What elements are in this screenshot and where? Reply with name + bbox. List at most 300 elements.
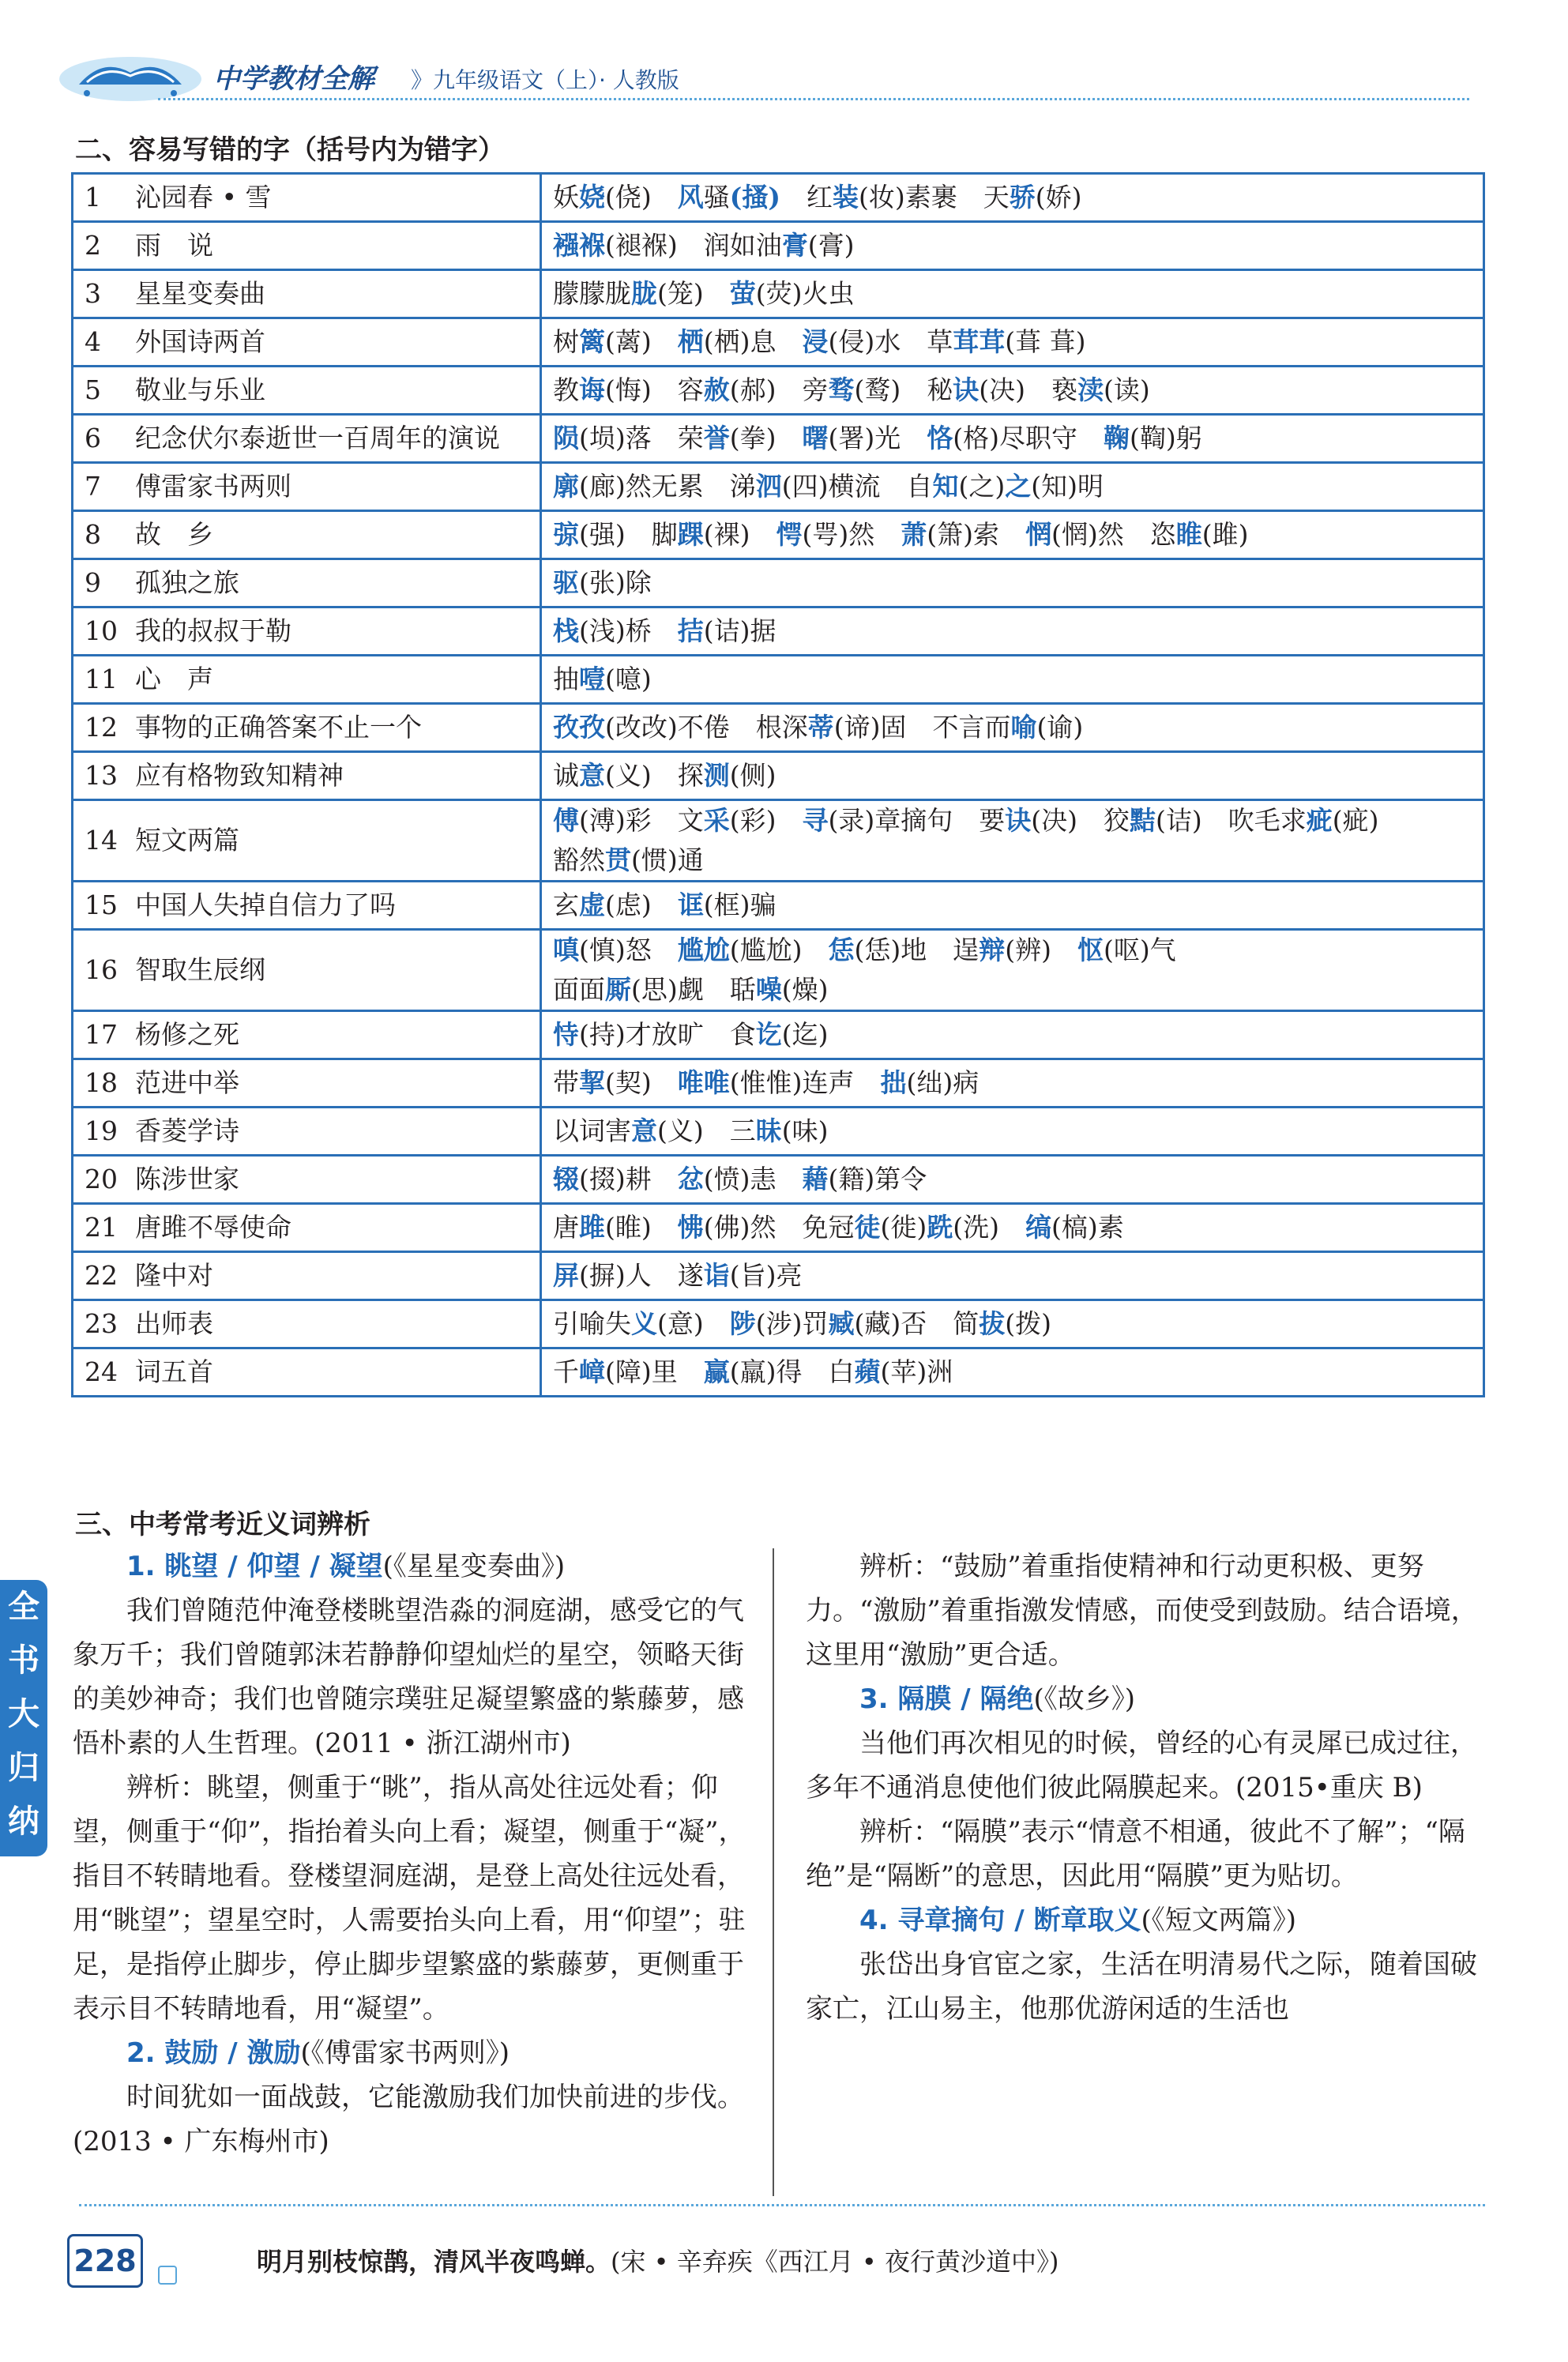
correct-character: 疵 — [1306, 805, 1333, 836]
table-row — [73, 367, 1484, 415]
characters-cell — [541, 511, 1484, 559]
lesson-number: 8 — [85, 519, 101, 550]
lesson-cell — [73, 463, 541, 511]
lesson-title: 星星变奏曲 — [135, 278, 265, 309]
characters-line — [553, 1301, 1472, 1347]
side-tab-char: 书 — [8, 1642, 39, 1679]
correct-character: 诓 — [677, 890, 704, 920]
character-text: (箫)索 — [927, 519, 1025, 550]
correct-character: 采 — [703, 805, 730, 836]
character-text: (燥) — [781, 974, 829, 1005]
lesson-title: 应有格物致知精神 — [135, 760, 344, 791]
characters-line — [553, 175, 1472, 220]
character-text: (悔) 容 — [605, 374, 704, 405]
lesson-number: 5 — [85, 374, 101, 405]
lesson-title: 范进中举 — [135, 1067, 239, 1098]
characters-line — [553, 1108, 1472, 1154]
correct-character: 膏 — [781, 230, 808, 261]
correct-character: 赦 — [703, 374, 730, 405]
character-text: (强) 脚 — [579, 519, 678, 550]
character-text: 红 — [780, 182, 833, 213]
character-text: (睢) — [605, 1212, 678, 1243]
characters-cell — [541, 559, 1484, 607]
characters-line — [553, 705, 1472, 750]
character-text: (藏)否 简 — [854, 1308, 980, 1339]
character-text: (籍)第令 — [828, 1164, 927, 1194]
character-text: (拨) — [1005, 1308, 1051, 1339]
character-text: (尴尬) — [729, 935, 829, 965]
column-divider — [773, 1548, 774, 2196]
correct-character: 虚 — [579, 890, 605, 920]
lesson-title: 故 乡 — [135, 519, 213, 550]
lesson-number: 13 — [85, 760, 118, 791]
characters-line — [553, 608, 1472, 654]
character-text: 面面 — [553, 974, 605, 1005]
footer-quote — [257, 2242, 1058, 2278]
correct-character: 怫 — [677, 1212, 704, 1243]
character-text: (佛)然 免冠 — [703, 1212, 855, 1243]
correct-character: 鞠 — [1104, 423, 1130, 453]
item-2-heading: 2. 鼓励 / 激励(《傅雷家书两则》) — [126, 2037, 510, 2069]
characters-cell — [541, 367, 1484, 415]
correct-character: 黠 — [1130, 805, 1156, 836]
correct-character: 噎 — [579, 664, 605, 694]
character-text: (决) 狡 — [1031, 805, 1130, 836]
lesson-cell — [73, 607, 541, 656]
character-text: (谛)固 不言而 — [833, 712, 1011, 743]
characters-line — [553, 1253, 1472, 1299]
table-row — [73, 1156, 1484, 1204]
characters-line — [553, 753, 1472, 799]
characters-cell — [541, 222, 1484, 270]
correct-character: 恪 — [927, 423, 953, 453]
item-2-example: 时间犹如一面战鼓，它能激励我们加快前进的步伐。(2013 • 广东梅州市) — [73, 2082, 744, 2157]
character-text: (裸) — [703, 519, 776, 550]
character-text: (侧) — [729, 760, 776, 791]
correct-character: 陨 — [553, 423, 579, 453]
header-divider — [158, 98, 1469, 100]
table-row — [73, 656, 1484, 704]
character-text: (葺 葺) — [1005, 326, 1086, 357]
lesson-title: 隆中对 — [135, 1260, 213, 1291]
lesson-cell — [73, 318, 541, 367]
side-tab-char: 归 — [8, 1750, 39, 1786]
correct-character: 赢 — [703, 1356, 730, 1387]
table-row — [73, 463, 1484, 511]
correct-character: 意 — [631, 1115, 657, 1146]
character-text: (持)才放旷 食 — [579, 1019, 756, 1050]
correct-character: 风 — [651, 182, 704, 213]
correct-character: 驱 — [553, 567, 579, 598]
item-3-heading: 3. 隔膜 / 隔绝(《故乡》) — [859, 1683, 1136, 1715]
correct-character: 弶 — [553, 519, 579, 550]
character-text: 豁然 — [553, 844, 605, 875]
correct-character: 骛 — [828, 374, 855, 405]
lesson-cell — [73, 415, 541, 463]
characters-line — [553, 271, 1472, 317]
characters-line — [553, 1205, 1472, 1251]
correct-character: 挈 — [579, 1067, 605, 1098]
character-text: (味) — [781, 1115, 829, 1146]
lesson-cell — [73, 222, 541, 270]
lesson-number: 14 — [85, 825, 118, 856]
lesson-cell — [73, 656, 541, 704]
characters-cell — [541, 656, 1484, 704]
correct-character: 测 — [703, 760, 730, 791]
characters-line — [553, 931, 1472, 970]
characters-line — [553, 656, 1472, 702]
correct-character: 装 — [832, 182, 859, 213]
correct-character: 茸茸 — [953, 326, 1006, 357]
left-column — [73, 1544, 760, 2164]
table-row — [73, 800, 1484, 882]
correct-character: 昧 — [755, 1115, 782, 1146]
correct-character: 嶂 — [579, 1356, 605, 1387]
lesson-title: 词五首 — [135, 1356, 213, 1387]
correct-character: 噪 — [755, 974, 782, 1005]
table-row — [73, 882, 1484, 930]
correct-character: 雎 — [579, 1212, 605, 1243]
correct-character: 拔 — [979, 1308, 1006, 1339]
characters-line — [553, 801, 1472, 841]
lesson-title: 香菱学诗 — [135, 1115, 239, 1146]
item-4-example: 张岱出身官宦之家，生活在明清易代之际，随着国破家亡，江山易主，他那优游闲适的生活也 — [806, 1949, 1477, 2025]
characters-cell — [541, 930, 1484, 1011]
table-row — [73, 752, 1484, 800]
lesson-number: 3 — [85, 278, 101, 309]
character-text: (侵)水 草 — [828, 326, 953, 357]
character-text: (格)尽职守 — [953, 423, 1104, 453]
character-text: (徙) — [880, 1212, 927, 1243]
characters-line — [553, 512, 1472, 558]
character-text: (绌)病 — [906, 1067, 980, 1098]
lesson-cell — [73, 174, 541, 222]
lesson-number: 12 — [85, 712, 118, 743]
correct-character: 缟 — [1025, 1212, 1051, 1243]
lesson-cell — [73, 270, 541, 318]
correct-character: 之 — [1005, 471, 1032, 502]
item-1-analysis: 辨析：眺望，侧重于“眺”，指从高处往远处看；仰望，侧重于“仰”，指抬着头向上看；凝望，侧重于“凝”，指目不转睛地看。登楼望洞庭湖，是登上高处往远处看，用“眺望”；望星空时，人需要抬头向上看，用“仰望”；驻足，是指停止脚步，停止脚步望繁盛的紫藤萝，更侧重于表示目不转睛地看，用“凝望”。 — [73, 1772, 746, 2025]
characters-cell — [541, 1059, 1484, 1108]
characters-cell — [541, 1011, 1484, 1059]
correct-character: 知 — [932, 471, 959, 502]
lesson-title: 短文两篇 — [135, 825, 239, 856]
character-text: (槁)素 — [1051, 1212, 1124, 1243]
correct-character: 恁 — [828, 935, 855, 965]
characters-cell — [541, 415, 1484, 463]
characters-line — [553, 319, 1472, 365]
table-row — [73, 318, 1484, 367]
right-column — [806, 1544, 1493, 2031]
table-row — [73, 559, 1484, 607]
character-text: (咢)然 — [802, 519, 901, 550]
character-text: 带 — [553, 1067, 579, 1098]
correct-character: 义 — [631, 1308, 657, 1339]
lesson-number: 15 — [85, 890, 118, 920]
page-header — [0, 0, 1568, 118]
correct-character: 嗔 — [553, 935, 579, 965]
characters-cell — [541, 1108, 1484, 1156]
character-text: (迄) — [781, 1019, 829, 1050]
item-4-heading: 4. 寻章摘句 / 断章取义(《短文两篇》) — [859, 1905, 1297, 1936]
character-text: (诘) 吹毛求 — [1156, 805, 1307, 836]
lesson-cell — [73, 1252, 541, 1300]
table-row — [73, 1011, 1484, 1059]
lesson-cell — [73, 367, 541, 415]
table-row — [73, 1059, 1484, 1108]
correct-character: 诲 — [579, 374, 605, 405]
character-text: (之) — [958, 471, 1006, 502]
character-text: (荧)火虫 — [755, 278, 855, 309]
section-2-title: 二、容易写错的字（括号内为错字） — [75, 134, 505, 166]
correct-character: 辩 — [979, 935, 1006, 965]
characters-cell — [541, 270, 1484, 318]
lesson-title: 雨 说 — [135, 230, 213, 261]
character-text: (知)明 — [1031, 471, 1104, 502]
lesson-title: 心 声 — [135, 664, 213, 694]
lesson-number: 21 — [85, 1212, 118, 1243]
lesson-title: 中国人失掉自信力了吗 — [135, 890, 396, 920]
quote-source: (宋 • 辛弃疾《西江月 • 夜行黄沙道中》) — [611, 2247, 1059, 2277]
character-text: (诘)据 — [703, 615, 776, 646]
lesson-number: 7 — [85, 471, 101, 502]
correct-character: 篱 — [579, 326, 605, 357]
character-text: 树 — [553, 326, 579, 357]
lesson-title: 孤独之旅 — [135, 567, 239, 598]
correct-character: 愕 — [776, 519, 803, 550]
correct-character: 渎 — [1077, 374, 1104, 405]
character-text: (栖)息 — [703, 326, 803, 357]
lesson-number: 16 — [85, 954, 118, 985]
item-3-example: 当他们再次相见的时候，曾经的心有灵犀已成过往，多年不通消息使他们彼此隔膜起来。(2015•重庆 B) — [806, 1728, 1477, 1803]
character-text: (鹜) 秘 — [854, 374, 953, 405]
character-text: (雎) — [1201, 519, 1249, 550]
item-3-analysis: 辨析：“隔膜”表示“情意不相通，彼此不了解”；“隔绝”是“隔断”的意思，因此用“隔膜”更为贴切。 — [806, 1816, 1465, 1892]
correct-character: (搔) — [729, 182, 780, 213]
lesson-number: 9 — [85, 567, 101, 598]
characters-cell — [541, 1156, 1484, 1204]
lesson-title: 杨修之死 — [135, 1019, 239, 1050]
character-text: 诚 — [553, 760, 579, 791]
side-tab-char: 纳 — [8, 1803, 39, 1840]
character-text: (障)里 — [605, 1356, 704, 1387]
lesson-cell — [73, 1108, 541, 1156]
lesson-cell — [73, 1156, 541, 1204]
lesson-title: 沁园春 • 雪 — [135, 182, 272, 213]
table-row — [73, 222, 1484, 270]
table-row — [73, 1348, 1484, 1397]
characters-cell — [541, 752, 1484, 800]
lesson-cell — [73, 559, 541, 607]
lesson-title: 智取生辰纲 — [135, 954, 265, 985]
characters-cell — [541, 1252, 1484, 1300]
correct-character: 傅 — [553, 805, 579, 836]
item-1-example: 我们曾随范仲淹登楼眺望浩淼的洞庭湖，感受它的气象万千；我们曾随郭沫若静静仰望灿烂的星空，领略天街的美妙神奇；我们也曾随宗璞驻足凝望繁盛的紫藤萝，感悟朴素的人生哲理。(2011 • 浙江湖州市) — [73, 1595, 744, 1759]
correct-character: 拮 — [677, 615, 704, 646]
character-text: (思)觑 聒 — [631, 974, 756, 1005]
correct-character: 喻 — [1010, 712, 1037, 743]
characters-line — [553, 464, 1472, 510]
correct-character: 陟 — [729, 1308, 756, 1339]
character-text: (辨) — [1005, 935, 1077, 965]
character-text: (决) 亵 — [979, 374, 1077, 405]
lesson-number: 22 — [85, 1260, 118, 1291]
misspelled-characters-table — [71, 172, 1485, 1397]
table-row — [73, 930, 1484, 1011]
lesson-number: 23 — [85, 1308, 118, 1339]
character-text: 千 — [553, 1356, 579, 1387]
character-text: (鞫)躬 — [1130, 423, 1202, 453]
characters-line — [553, 1157, 1472, 1202]
side-tab-char: 全 — [8, 1589, 39, 1625]
character-text: (意) — [657, 1308, 730, 1339]
correct-character: 踝 — [677, 519, 704, 550]
lesson-title: 唐雎不辱使命 — [135, 1212, 291, 1243]
lesson-number: 11 — [85, 664, 118, 694]
character-text: (摒)人 遂 — [579, 1260, 704, 1291]
lesson-number: 17 — [85, 1019, 118, 1050]
lesson-cell — [73, 511, 541, 559]
lesson-cell — [73, 704, 541, 752]
character-text: (署)光 — [828, 423, 927, 453]
lesson-title: 出师表 — [135, 1308, 213, 1339]
correct-character: 辍 — [553, 1164, 579, 1194]
characters-line — [553, 1012, 1472, 1058]
correct-character: 蒂 — [807, 712, 834, 743]
characters-line — [553, 416, 1472, 461]
table-row — [73, 607, 1484, 656]
character-text: (洗) — [953, 1212, 1025, 1243]
character-text: (娇) — [1035, 182, 1082, 213]
lesson-cell — [73, 930, 541, 1011]
character-text: (浅)桥 — [579, 615, 678, 646]
character-text: 以词害 — [553, 1115, 631, 1146]
correct-character: 襁褓 — [553, 230, 605, 261]
correct-character: 泗 — [755, 471, 782, 502]
correct-character: 跣 — [927, 1212, 953, 1243]
page-number: 228 — [67, 2234, 143, 2288]
character-text: (改改)不倦 根深 — [605, 712, 808, 743]
characters-cell — [541, 704, 1484, 752]
characters-line — [553, 841, 1472, 880]
characters-line — [553, 1349, 1472, 1395]
characters-line — [553, 882, 1472, 928]
correct-character: 萤 — [729, 278, 756, 309]
lesson-cell — [73, 752, 541, 800]
footer-divider — [79, 2204, 1485, 2206]
character-text: 抽 — [553, 664, 579, 694]
characters-line — [553, 223, 1472, 269]
correct-character: 意 — [579, 760, 605, 791]
lesson-cell — [73, 1348, 541, 1397]
lesson-number: 6 — [85, 423, 101, 453]
character-text: (框)骗 — [703, 890, 776, 920]
character-text: (羸)得 白 — [729, 1356, 855, 1387]
lesson-number: 10 — [85, 615, 118, 646]
character-text: (义) 三 — [657, 1115, 756, 1146]
characters-line — [553, 560, 1472, 606]
characters-line — [553, 1060, 1472, 1106]
correct-character: 忿 — [677, 1164, 704, 1194]
table-row — [73, 1108, 1484, 1156]
character-text: (张)除 — [579, 567, 652, 598]
characters-cell — [541, 1348, 1484, 1397]
character-text: (恁)地 逞 — [854, 935, 980, 965]
character-text: (彩) — [729, 805, 803, 836]
character-text: (拳) — [729, 423, 803, 453]
lesson-title: 陈涉世家 — [135, 1164, 239, 1194]
lesson-title: 敬业与乐业 — [135, 374, 265, 405]
character-text: (读) — [1104, 374, 1150, 405]
lesson-number: 24 — [85, 1356, 118, 1387]
correct-character: 尴尬 — [677, 935, 730, 965]
lesson-number: 18 — [85, 1067, 118, 1098]
table-row — [73, 1204, 1484, 1252]
correct-character: 徒 — [854, 1212, 881, 1243]
table-row — [73, 511, 1484, 559]
character-text: (呕)气 — [1104, 935, 1176, 965]
character-text: (四)横流 自 — [781, 471, 933, 502]
characters-cell — [541, 1300, 1484, 1348]
character-text: (廊)然无累 涕 — [579, 471, 756, 502]
lesson-title: 纪念伏尔泰逝世一百周年的演说 — [135, 423, 500, 453]
table-row — [73, 1300, 1484, 1348]
table-row — [73, 1252, 1484, 1300]
correct-character: 曙 — [802, 423, 829, 453]
correct-character: 栖 — [677, 326, 704, 357]
lesson-title: 傅雷家书两则 — [135, 471, 291, 502]
correct-character: 誉 — [703, 423, 730, 453]
lesson-number: 19 — [85, 1115, 118, 1146]
character-text: (慎)怒 — [579, 935, 678, 965]
correct-character: 娆 — [579, 182, 605, 213]
character-text: (惘)然 恣 — [1051, 519, 1176, 550]
lesson-title: 我的叔叔于勒 — [135, 615, 291, 646]
correct-character: 恃 — [553, 1019, 579, 1050]
correct-character: 胧 — [631, 278, 657, 309]
character-text: (埙)落 荣 — [579, 423, 704, 453]
character-text: 玄 — [553, 890, 579, 920]
characters-cell — [541, 174, 1484, 222]
correct-character: 寻 — [802, 805, 829, 836]
lesson-number: 4 — [85, 326, 101, 357]
character-text: (笼) — [657, 278, 730, 309]
character-text: (妆)素裹 天 — [858, 182, 1010, 213]
correct-character: 骄 — [1009, 182, 1036, 213]
correct-character: 贯 — [605, 844, 631, 875]
lesson-cell — [73, 1011, 541, 1059]
character-text: (义) 探 — [605, 760, 704, 791]
correct-character: 唯唯 — [677, 1067, 730, 1098]
lesson-title: 外国诗两首 — [135, 326, 265, 357]
character-text: (掇)耕 — [579, 1164, 678, 1194]
characters-cell — [541, 318, 1484, 367]
character-text: (惟惟)连声 — [729, 1067, 881, 1098]
characters-cell — [541, 1204, 1484, 1252]
lesson-cell — [73, 1059, 541, 1108]
character-text: (虑) — [605, 890, 678, 920]
characters-cell — [541, 800, 1484, 882]
character-text: 唐 — [553, 1212, 579, 1243]
section-3-title: 三、中考常考近义词辨析 — [75, 1509, 370, 1540]
character-text: (噫) — [605, 664, 652, 694]
character-text: (涉)罚 — [755, 1308, 829, 1339]
lesson-cell — [73, 1204, 541, 1252]
character-text: 教 — [553, 374, 579, 405]
character-text: 朦朦胧 — [553, 278, 631, 309]
correct-character: 诀 — [1005, 805, 1032, 836]
characters-cell — [541, 882, 1484, 930]
